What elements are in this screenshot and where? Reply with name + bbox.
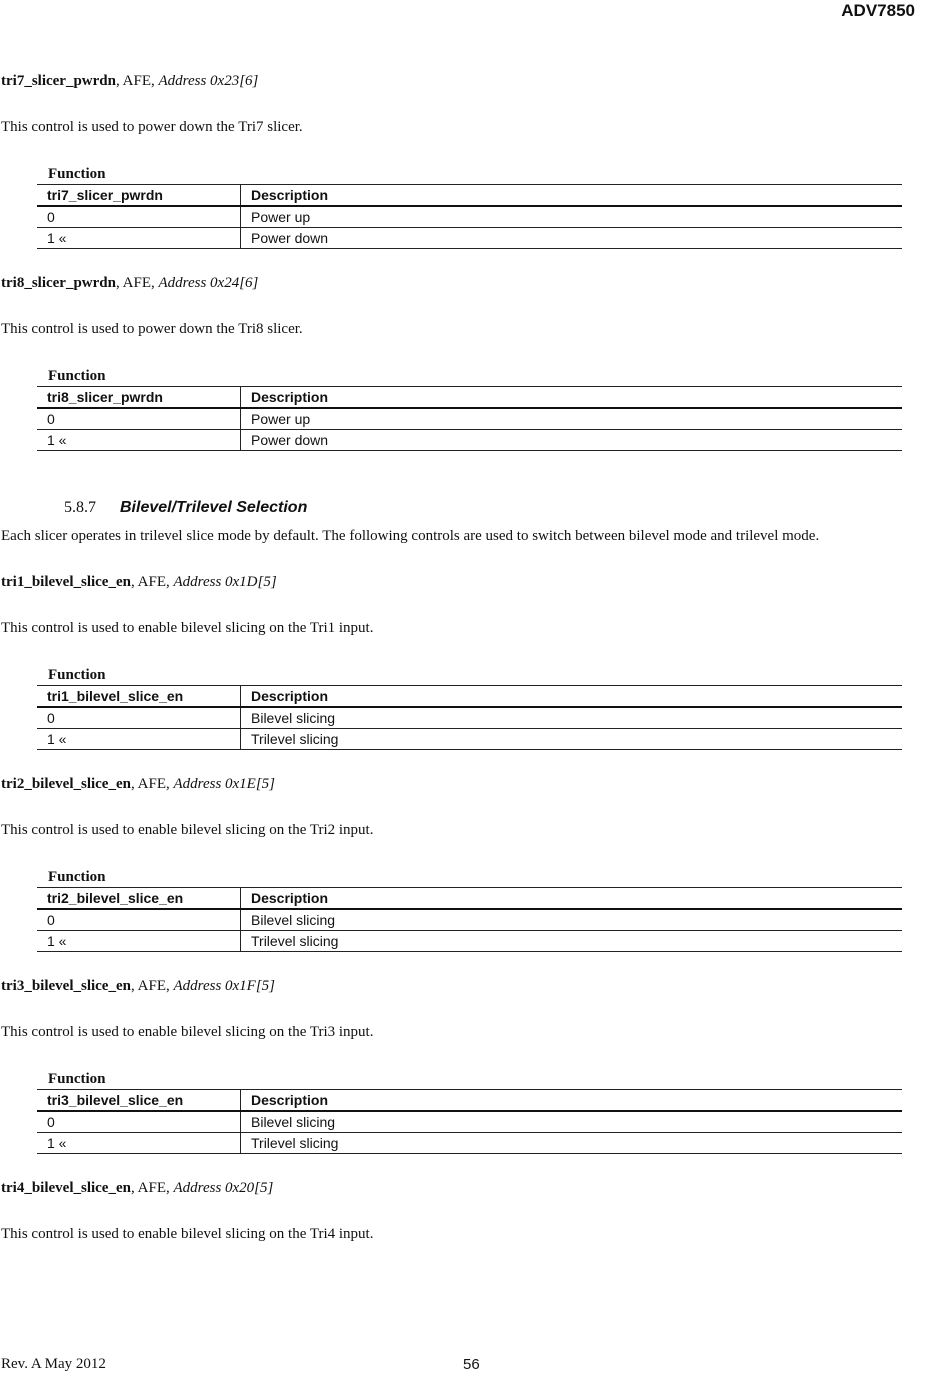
section-title: Bilevel/Trilevel Selection [120, 499, 308, 516]
table-cell: Bilevel slicing [241, 1111, 903, 1133]
table-cell: Power down [241, 228, 903, 249]
section-heading [64, 499, 307, 517]
table-cell: 1 « [37, 430, 241, 451]
register-heading: tri3_bilevel_slice_en, AFE, Address 0x1F[5] [1, 978, 276, 994]
register-name: tri7_slicer_pwrdn [1, 73, 116, 89]
register-map: AFE [137, 574, 166, 590]
register-address: Address 0x20[5] [173, 1180, 274, 1196]
table-header-row [37, 185, 902, 207]
register-description: This control is used to enable bilevel slicing on the Tri2 input. [1, 822, 374, 838]
register-heading: tri4_bilevel_slice_en, AFE, Address 0x20[5] [1, 1180, 274, 1196]
register-map: AFE [137, 776, 166, 792]
table-header-row [37, 387, 902, 409]
table-caption: Function [48, 869, 106, 885]
table-cell: Trilevel slicing [241, 729, 903, 750]
table-cell: Trilevel slicing [241, 1133, 903, 1154]
table-row [37, 430, 902, 451]
column-header: Description [241, 185, 903, 207]
column-header: tri2_bilevel_slice_en [37, 888, 241, 910]
table-cell: Power down [241, 430, 903, 451]
table-cell: Trilevel slicing [241, 931, 903, 952]
table-cell: 1 « [37, 931, 241, 952]
section-number: 5.8.7 [64, 499, 96, 516]
register-description: This control is used to enable bilevel slicing on the Tri4 input. [1, 1226, 374, 1242]
register-address: Address 0x1D[5] [173, 574, 277, 590]
register-address: Address 0x1E[5] [173, 776, 276, 792]
table-row [37, 931, 902, 952]
footer-revision: Rev. A May 2012 [1, 1356, 106, 1372]
table-cell: Bilevel slicing [241, 909, 903, 931]
register-name: tri8_slicer_pwrdn [1, 275, 116, 291]
table-cell: Power up [241, 206, 903, 228]
table-cell: Bilevel slicing [241, 707, 903, 729]
register-heading: tri8_slicer_pwrdn, AFE, Address 0x24[6] [1, 275, 259, 291]
register-address: Address 0x1F[5] [173, 978, 276, 994]
table-cell: Power up [241, 408, 903, 430]
table-row [37, 228, 902, 249]
table-caption: Function [48, 1071, 106, 1087]
table-row [37, 1111, 902, 1133]
document-title: ADV7850 [841, 1, 915, 20]
column-header: tri8_slicer_pwrdn [37, 387, 241, 409]
table-caption: Function [48, 368, 106, 384]
column-header: Description [241, 686, 903, 708]
table-cell: 0 [37, 909, 241, 931]
table-row [37, 408, 902, 430]
register-name: tri4_bilevel_slice_en [1, 1180, 131, 1196]
register-description: This control is used to power down the Tri7 slicer. [1, 119, 303, 135]
table-header-row [37, 686, 902, 708]
table-caption: Function [48, 166, 106, 182]
register-heading: tri1_bilevel_slice_en, AFE, Address 0x1D[5] [1, 574, 277, 590]
column-header: Description [241, 888, 903, 910]
column-header: Description [241, 387, 903, 409]
table-caption: Function [48, 667, 106, 683]
table-row [37, 729, 902, 750]
table-cell: 0 [37, 707, 241, 729]
column-header: tri7_slicer_pwrdn [37, 185, 241, 207]
column-header: tri1_bilevel_slice_en [37, 686, 241, 708]
register-name: tri2_bilevel_slice_en [1, 776, 131, 792]
table-header-row [37, 888, 902, 910]
register-address: Address 0x24[6] [158, 275, 259, 291]
table-row [37, 707, 902, 729]
register-description: This control is used to power down the Tri8 slicer. [1, 321, 303, 337]
register-map: AFE [122, 275, 152, 291]
column-header: Description [241, 1090, 903, 1112]
table-cell: 1 « [37, 729, 241, 750]
register-name: tri3_bilevel_slice_en [1, 978, 131, 994]
page-number: 56 [463, 1356, 480, 1373]
column-header: tri3_bilevel_slice_en [37, 1090, 241, 1112]
register-map: AFE [122, 73, 152, 89]
register-description: This control is used to enable bilevel slicing on the Tri3 input. [1, 1024, 374, 1040]
register-heading: tri7_slicer_pwrdn, AFE, Address 0x23[6] [1, 73, 259, 89]
table-header-row [37, 1090, 902, 1112]
section-intro: Each slicer operates in trilevel slice mode by default. The following controls are used to switch between bilevel mode and trilevel mode. [1, 528, 820, 544]
table-cell: 1 « [37, 228, 241, 249]
register-heading: tri2_bilevel_slice_en, AFE, Address 0x1E[5] [1, 776, 276, 792]
register-address: Address 0x23[6] [158, 73, 259, 89]
table-cell: 1 « [37, 1133, 241, 1154]
register-description: This control is used to enable bilevel slicing on the Tri1 input. [1, 620, 374, 636]
table-row [37, 206, 902, 228]
table-cell: 0 [37, 1111, 241, 1133]
register-map: AFE [137, 1180, 166, 1196]
table-cell: 0 [37, 206, 241, 228]
table-row [37, 909, 902, 931]
table-cell: 0 [37, 408, 241, 430]
register-map: AFE [137, 978, 166, 994]
table-row [37, 1133, 902, 1154]
register-name: tri1_bilevel_slice_en [1, 574, 131, 590]
